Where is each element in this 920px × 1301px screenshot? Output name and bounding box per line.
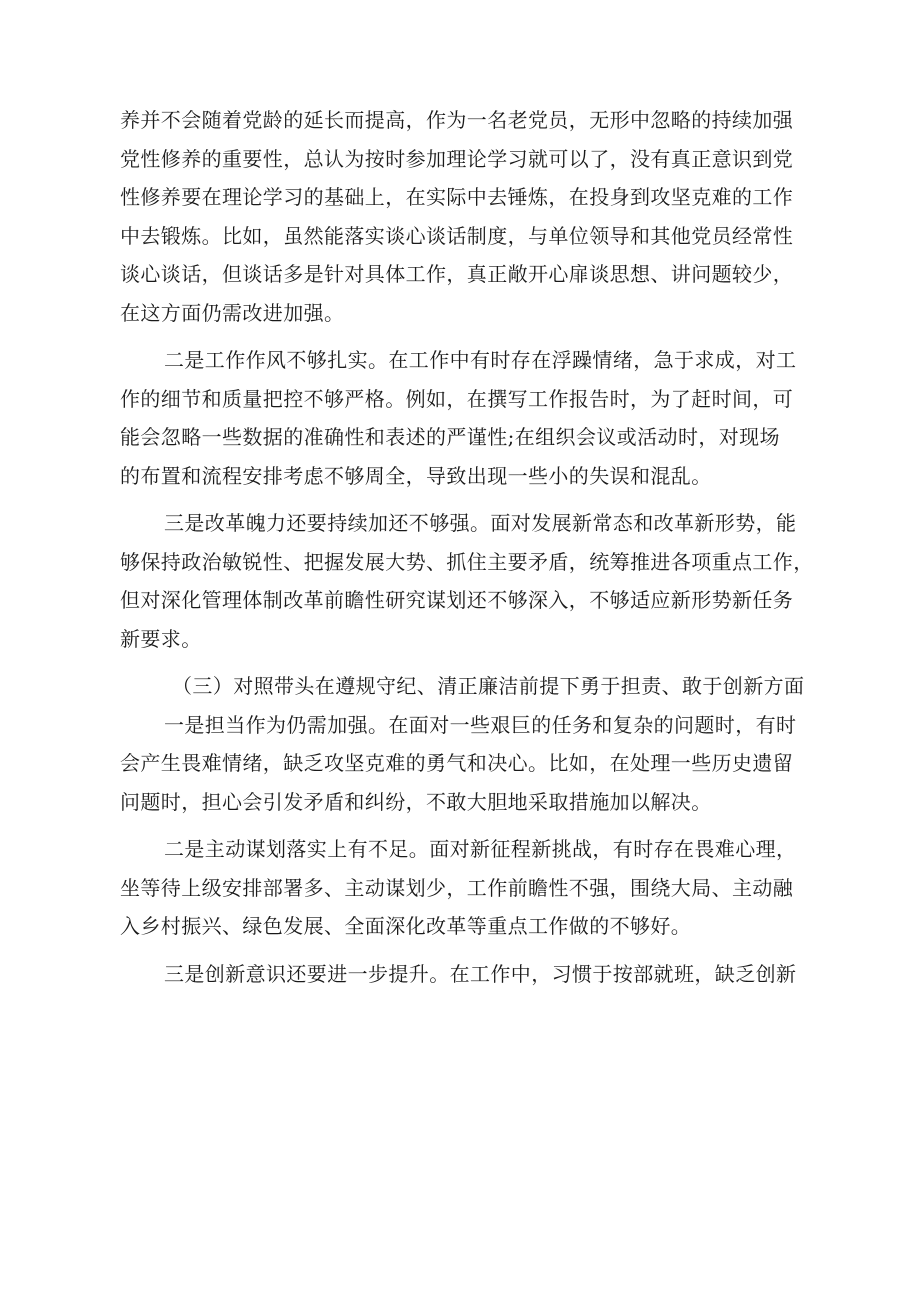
text-line: 作的细节和质量把控不够严格。例如，在撰写工作报告时，为了赶时间，可 (120, 386, 794, 411)
text-line: 够保持政治敏锐性、把握发展大势、抓住主要矛盾，统筹推进各项重点工作， (120, 549, 814, 574)
section-heading (120, 667, 805, 706)
document-body (120, 101, 814, 993)
text-line: 三是改革魄力还要持续加还不够强。面对发展新常态和改革新形势，能 (164, 511, 797, 535)
paragraph-1 (120, 101, 800, 332)
text-line: 问题时，担心会引发矛盾和纠纷，不敢大胆地采取措施加以解决。 (120, 789, 712, 814)
text-line: 谈心谈话，但谈话多是针对具体工作，真正敞开心扉谈思想、讲问题较少， (120, 262, 794, 286)
text-line: 养并不会随着党龄的延长而提高，作为一名老党员，无形中忽略的持续加强 (120, 108, 794, 132)
paragraph-7 (120, 955, 800, 994)
text-line: 二是主动谋划落实上有不足。面对新征程新挑战，有时存在畏难心理， (164, 837, 797, 861)
text-line: 但对深化管理体制改革前瞻性研究谋划还不够深入，不够适应新形势新任务 (120, 588, 794, 612)
text-line: 的布置和流程安排考虑不够周全，导致出现一些小的失误和混乱。 (120, 463, 712, 488)
paragraph-6 (120, 830, 800, 946)
text-line: 二是工作作风不够扎实。在工作中有时存在浮躁情绪，急于求成，对工 (164, 348, 797, 372)
text-line: 性修养要在理论学习的基础上，在实际中去锤炼，在投身到攻坚克难的工作 (120, 185, 794, 209)
text-line: （三）对照带头在遵规守纪、清正廉洁前提下勇于担责、敢于创新方面 (172, 674, 805, 698)
paragraph-3 (120, 504, 814, 658)
paragraph-2 (120, 341, 800, 495)
text-line: 党性修养的重要性，总认为按时参加理论学习就可以了，没有真正意识到党 (120, 146, 794, 171)
paragraph-5 (120, 706, 800, 822)
text-line: 一是担当作为仍需加强。在面对一些艰巨的任务和复杂的问题时，有时 (164, 712, 797, 737)
text-line: 新要求。 (120, 626, 202, 651)
text-line: 中去锻炼。比如，虽然能落实谈心谈话制度，与单位领导和其他党员经常性 (120, 223, 794, 248)
text-line: 在这方面仍需改进加强。 (120, 300, 345, 325)
text-line: 能会忽略一些数据的准确性和表述的严谨性;在组织会议或活动时，对现场 (120, 425, 780, 449)
text-line: 坐等待上级安排部署多、主动谋划少，工作前瞻性不强，围绕大局、主动融 (120, 875, 794, 900)
text-line: 会产生畏难情绪，缺乏攻坚克难的勇气和决心。比如，在处理一些历史遗留 (120, 751, 794, 775)
text-line: 入乡村振兴、绿色发展、全面深化改革等重点工作做的不够好。 (120, 914, 692, 938)
text-line: 三是创新意识还要进一步提升。在工作中，习惯于按部就班，缺乏创新 (164, 961, 797, 986)
